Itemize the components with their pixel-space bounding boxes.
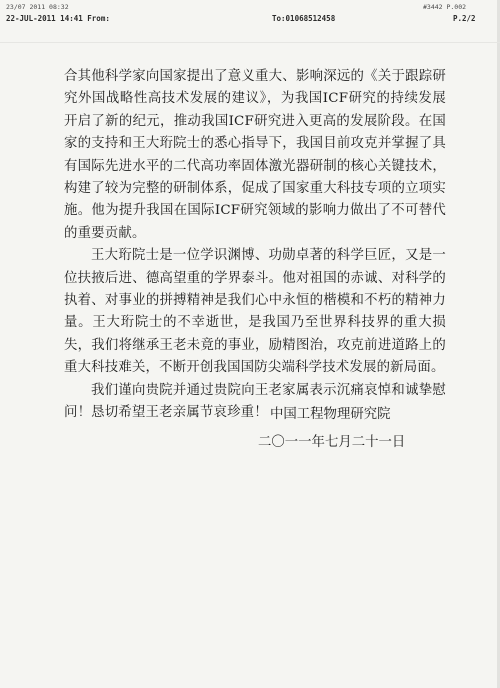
signature-date: 二〇一一年七月二十一日 [258,435,406,450]
fax-recipient: To:01068512458 [272,14,336,23]
fax-date-top: 23/07 2011 08:32 [6,3,69,11]
signature-organization: 中国工程物理研究院 [270,407,391,422]
paragraph-3: 我们谨向贵院并通过贵院向王老家属表示沉痛哀悼和诚挚慰问！恳切希望王老亲属节哀珍重！ [64,382,446,421]
fold-line [0,42,500,43]
paragraph-2: 王大珩院士是一位学识渊博、功勋卓著的科学巨匠，又是一位扶掖后进、德高望重的学界泰斗。他对祖国的赤诚、对科学的执着、对事业的拼搏精神是我们心中永恒的楷模和不朽的精神力量。王大珩院士的不幸逝世，是我国乃至世界科技界的重大损失，我们将继承王老未竟的事业，励精图治，攻克前进道路上的重大科技难关，不断开创我国国防尖端科学技术发展的新局面。 [64,248,446,376]
letter-body [64,66,446,425]
fax-date-stamp: 22-JUL-2011 14:41 From: [6,14,110,23]
paragraph-1: 合其他科学家向国家提出了意义重大、影响深远的《关于跟踪研究外国战略性高技术发展的建议》，为我国ICF研究的持续发展开启了新的纪元，推动我国ICF研究进入更高的发展阶段。在国家的支持和王大珩院士的悉心指导下，我国目前攻克并掌握了具有国际先进水平的二代高功率固体激光器研制的核心关键技术，构建了较为完整的研制体系，促成了国家重大科技专项的立项实施。他为提升我国在国际ICF研究领域的影响力做出了不可替代的重要贡献。 [64,69,446,241]
fax-page-number: P.2/2 [453,14,476,23]
fax-job-number: #3442 P.002 [423,3,467,11]
